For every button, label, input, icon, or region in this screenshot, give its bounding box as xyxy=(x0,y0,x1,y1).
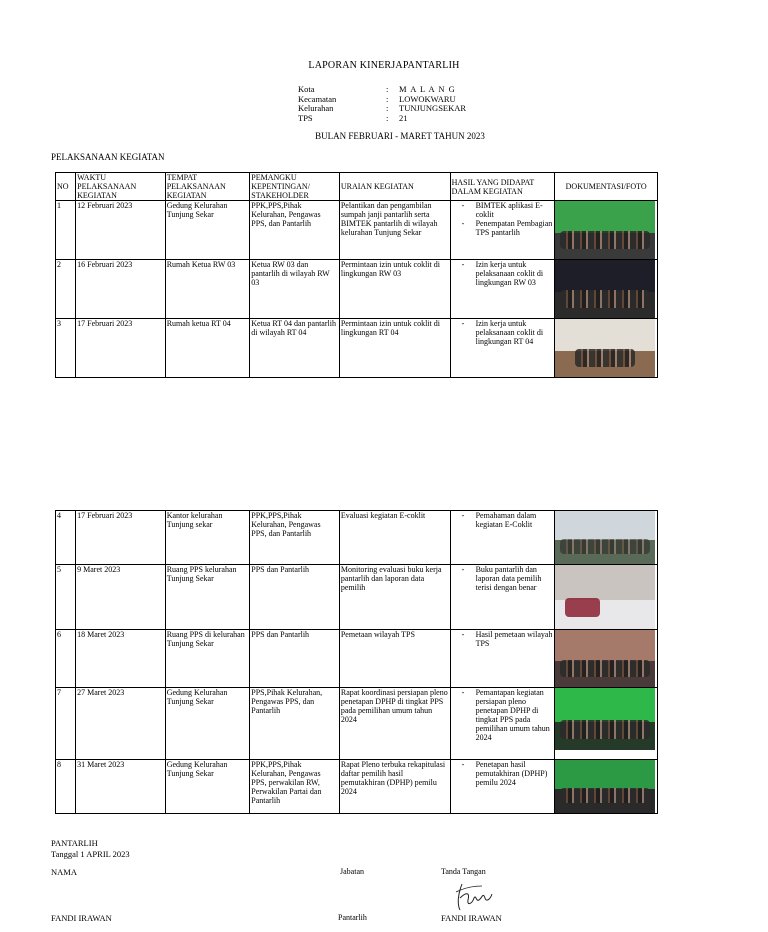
result-item xyxy=(452,630,554,648)
cell-no: 5 xyxy=(56,565,76,630)
header-place: TEMPAT PELAKSANAAN KEGIATAN xyxy=(165,173,250,201)
bullet-dash: - xyxy=(461,319,465,328)
cell-stakeholder: PPK,PPS,Pihak Kelurahan, Pengawas PPS, dan Pantarlih xyxy=(250,511,340,565)
result-item xyxy=(452,688,554,742)
table-header-row xyxy=(56,173,658,201)
cell-date: 31 Maret 2023 xyxy=(76,760,166,814)
cell-description: Rapat koordinasi persiapan pleno penetapan DPHP di tingkat PPS pada pemilihan umum tahun 2024 xyxy=(339,688,450,760)
info-label: TPS xyxy=(298,113,313,123)
cell-description: Pelantikan dan pengambilan sumpah janji pantarlih serta BIMTEK pantarlih di wilayah kelurahan Tunjung Sekar xyxy=(339,201,450,260)
result-text: BIMTEK aplikasi E-coklit xyxy=(475,201,543,219)
result-text: Hasil pemetaan wilayah TPS xyxy=(475,630,553,648)
cell-date: 17 Februari 2023 xyxy=(76,319,166,378)
cell-place: Ruang PPS kelurahan Tunjung Sekar xyxy=(165,565,250,630)
cell-no: 2 xyxy=(56,260,76,319)
cell-date: 9 Maret 2023 xyxy=(76,565,166,630)
info-colon: : xyxy=(386,113,389,123)
table-row xyxy=(56,319,658,378)
cell-date: 27 Maret 2023 xyxy=(76,688,166,760)
bullet-dash: - xyxy=(461,688,465,697)
cell-no: 1 xyxy=(56,201,76,260)
photo-7 xyxy=(555,688,655,750)
cell-result xyxy=(450,688,555,760)
photo-3 xyxy=(555,319,655,377)
bullet-dash: - xyxy=(461,511,465,520)
cell-photo xyxy=(555,201,658,260)
cell-date: 16 Februari 2023 xyxy=(76,260,166,319)
cell-no: 8 xyxy=(56,760,76,814)
header-no: NO xyxy=(56,173,76,201)
table-row xyxy=(56,260,658,319)
cell-photo xyxy=(555,511,658,565)
cell-result xyxy=(450,511,555,565)
section-title: PELAKSANAAN KEGIATAN xyxy=(51,152,165,162)
result-text: Penetapan hasil pemutakhiran (DPHP) pemilu 2024 xyxy=(475,760,548,787)
table-row xyxy=(56,760,658,814)
cell-photo xyxy=(555,688,658,760)
signature-name: FANDI IRAWAN xyxy=(441,913,502,923)
cell-description: Evaluasi kegiatan E-coklit xyxy=(339,511,450,565)
info-colon: : xyxy=(386,84,389,94)
cell-place: Rumah ketua RT 04 xyxy=(165,319,250,378)
result-item xyxy=(452,511,554,529)
bullet-dash: - xyxy=(461,630,465,639)
cell-stakeholder: Ketua RW 03 dan pantarlih di wilayah RW 03 xyxy=(250,260,340,319)
cell-result xyxy=(450,565,555,630)
cell-no: 3 xyxy=(56,319,76,378)
cell-photo xyxy=(555,319,658,378)
info-value: 21 xyxy=(399,113,408,123)
cell-place: Kantor kelurahan Tunjung sekar xyxy=(165,511,250,565)
result-text: Penempatan Pembagian TPS pantarlih xyxy=(475,219,553,237)
cell-stakeholder: Ketua RT 04 dan pantarlih di wilayah RT 04 xyxy=(250,319,340,378)
cell-no: 7 xyxy=(56,688,76,760)
cell-result xyxy=(450,201,555,260)
photo-2 xyxy=(555,260,655,318)
cell-stakeholder: PPS,Pihak Kelurahan, Pengawas PPS, dan Pantarlih xyxy=(250,688,340,760)
cell-place: Gedung Kelurahan Tunjung Sekar xyxy=(165,760,250,814)
photo-4 xyxy=(555,511,655,564)
photo-1 xyxy=(555,201,655,259)
cell-date: 18 Maret 2023 xyxy=(76,630,166,688)
table-row xyxy=(56,688,658,760)
cell-photo xyxy=(555,630,658,688)
signature-label: Tanda Tangan xyxy=(441,867,486,876)
cell-result xyxy=(450,319,555,378)
result-item xyxy=(452,565,554,592)
result-item xyxy=(452,201,554,219)
photo-8 xyxy=(555,760,655,813)
signer-name: FANDI IRAWAN xyxy=(51,913,112,923)
header-result: HASIL YANG DIDAPAT DALAM KEGIATAN xyxy=(450,173,555,201)
cell-stakeholder: PPK,PPS,Pihak Kelurahan, Pengawas PPS, dan Pantarlih xyxy=(250,201,340,260)
table-row xyxy=(56,565,658,630)
cell-no: 4 xyxy=(56,511,76,565)
cell-place: Gedung Kelurahan Tunjung Sekar xyxy=(165,201,250,260)
cell-description: Monitoring evaluasi buku kerja pantarlih dan laporan data pemilih xyxy=(339,565,450,630)
info-colon: : xyxy=(386,103,389,113)
info-value: LOWOKWARU xyxy=(399,94,456,104)
bullet-dash: - xyxy=(461,565,465,574)
result-text: Pemahaman dalam kegiatan E-Coklit xyxy=(475,511,537,529)
table-row xyxy=(56,201,658,260)
cell-place: Ruang PPS di kelurahan Tunjung Sekar xyxy=(165,630,250,688)
header-documentation: DOKUMENTASI/FOTO xyxy=(555,173,658,201)
table-row xyxy=(56,630,658,688)
signature-date: Tanggal 1 APRIL 2023 xyxy=(51,849,130,859)
cell-photo xyxy=(555,565,658,630)
info-label: Kota xyxy=(298,84,315,94)
cell-place: Rumah Ketua RW 03 xyxy=(165,260,250,319)
cell-date: 12 Februari 2023 xyxy=(76,201,166,260)
info-value: TUNJUNGSEKAR xyxy=(399,103,467,113)
result-item xyxy=(452,319,554,346)
result-text: Buku pantarlih dan laporan data pemilih terisi dengan benar xyxy=(475,565,542,592)
signer-role: PANTARLIH xyxy=(51,838,98,848)
cell-stakeholder: PPS dan Pantarlih xyxy=(250,565,340,630)
header-date: WAKTU PELAKSANAAN KEGIATAN xyxy=(76,173,166,201)
name-label: NAMA xyxy=(51,867,77,877)
photo-6 xyxy=(555,630,655,687)
table-row xyxy=(56,511,658,565)
cell-description: Pemetaan wilayah TPS xyxy=(339,630,450,688)
cell-no: 6 xyxy=(56,630,76,688)
activity-table-part-1 xyxy=(55,172,658,378)
header-description: URAIAN KEGIATAN xyxy=(339,173,450,201)
activity-table-part-2 xyxy=(55,510,658,814)
header-stakeholder: PEMANGKU KEPENTINGAN/ STAKEHOLDER xyxy=(250,173,340,201)
cell-place: Gedung Kelurahan Tunjung Sekar xyxy=(165,688,250,760)
info-label: Kelurahan xyxy=(298,103,334,113)
signature-icon xyxy=(452,880,497,912)
info-label: Kecamatan xyxy=(298,94,337,104)
result-text: Izin kerja untuk pelaksanaan coklit di lingkungan RT 04 xyxy=(475,319,544,346)
bullet-dash: - xyxy=(461,260,465,269)
result-text: Pemantapan kegiatan persiapan pleno penetapan DPHP di tingkat PPS pada pemilihan umum tahun 2024 xyxy=(475,688,550,742)
cell-stakeholder: PPS dan Pantarlih xyxy=(250,630,340,688)
cell-date: 17 Februari 2023 xyxy=(76,511,166,565)
cell-stakeholder: PPK,PPS,Pihak Kelurahan, Pengawas PPS, perwakilan RW, Perwakilan Partai dan Pantarlih xyxy=(250,760,340,814)
photo-5 xyxy=(555,565,655,629)
bullet-dash: - xyxy=(461,760,465,769)
cell-result xyxy=(450,760,555,814)
report-title: LAPORAN KINERJAPANTARLIH xyxy=(308,60,460,71)
cell-description: Rapat Pleno terbuka rekapitulasi daftar pemilih hasil pemutakhiran (DPHP) pemilu 2024 xyxy=(339,760,450,814)
result-item xyxy=(452,760,554,787)
cell-result xyxy=(450,260,555,319)
cell-photo xyxy=(555,260,658,319)
jabatan-label: Jabatan xyxy=(340,867,364,876)
cell-result xyxy=(450,630,555,688)
info-colon: : xyxy=(386,94,389,104)
bullet-dash: - xyxy=(461,219,465,228)
cell-description: Permintaan izin untuk coklit di lingkungan RT 04 xyxy=(339,319,450,378)
info-value: M A L A N G xyxy=(399,84,456,94)
report-period: BULAN FEBRUARI - MARET TAHUN 2023 xyxy=(315,131,485,141)
result-item xyxy=(452,219,554,237)
signer-position: Pantarlih xyxy=(338,913,367,922)
cell-photo xyxy=(555,760,658,814)
bullet-dash: - xyxy=(461,201,465,210)
cell-description: Permintaan izin untuk coklit di lingkungan RW 03 xyxy=(339,260,450,319)
result-text: Izin kerja untuk pelaksanaan coklit di lingkungan RW 03 xyxy=(475,260,544,287)
result-item xyxy=(452,260,554,287)
